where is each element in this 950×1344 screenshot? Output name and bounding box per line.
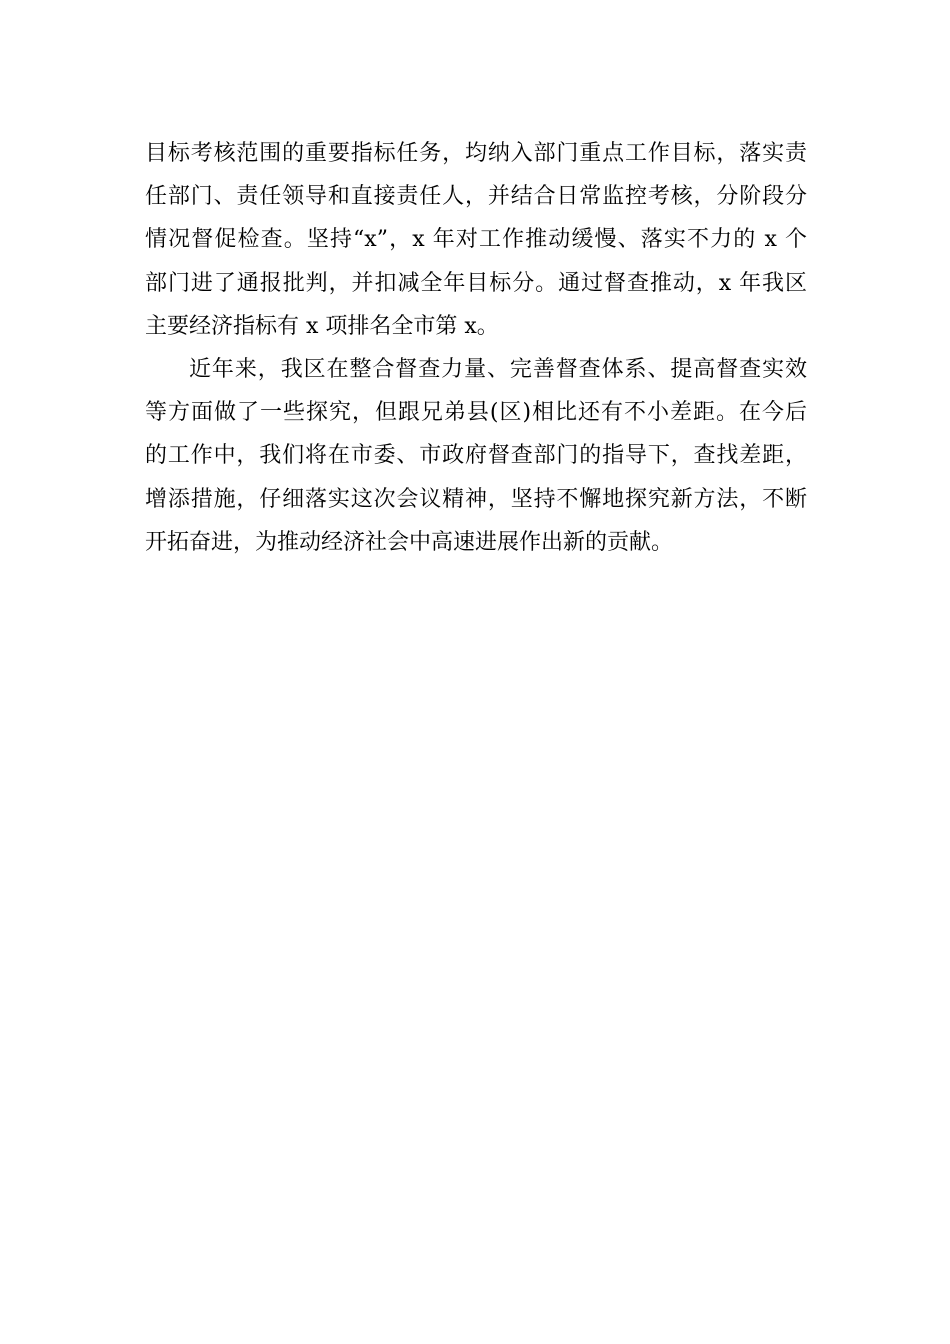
text-line: 情况督促检查。坚持“x”，x 年对工作推动缓慢、落实不力的 x 个	[145, 227, 807, 253]
text-line: 部门进了通报批判，并扣减全年目标分。通过督查推动，x 年我区	[145, 270, 807, 296]
text-line: 的工作中，我们将在市委、市政府督查部门的指导下，查找差距，	[145, 443, 807, 469]
paragraph-2	[145, 348, 807, 564]
text-line: 等方面做了一些探究，但跟兄弟县(区)相比还有不小差距。在今后	[145, 400, 807, 426]
document-body	[145, 132, 807, 564]
text-line: 目标考核范围的重要指标任务，均纳入部门重点工作目标，落实责	[145, 141, 807, 166]
text-line: 开拓奋进，为推动经济社会中高速进展作出新的贡献。	[145, 529, 674, 555]
text-line: 近年来，我区在整合督查力量、完善督查体系、提高督查实效	[189, 356, 807, 382]
text-line: 增添措施，仔细落实这次会议精神，坚持不懈地探究新方法，不断	[145, 486, 807, 512]
text-line: 主要经济指标有 x 项排名全市第 x。	[145, 313, 499, 339]
paragraph-1	[145, 132, 807, 348]
text-line: 任部门、责任领导和直接责任人，并结合日常监控考核，分阶段分	[145, 184, 807, 210]
